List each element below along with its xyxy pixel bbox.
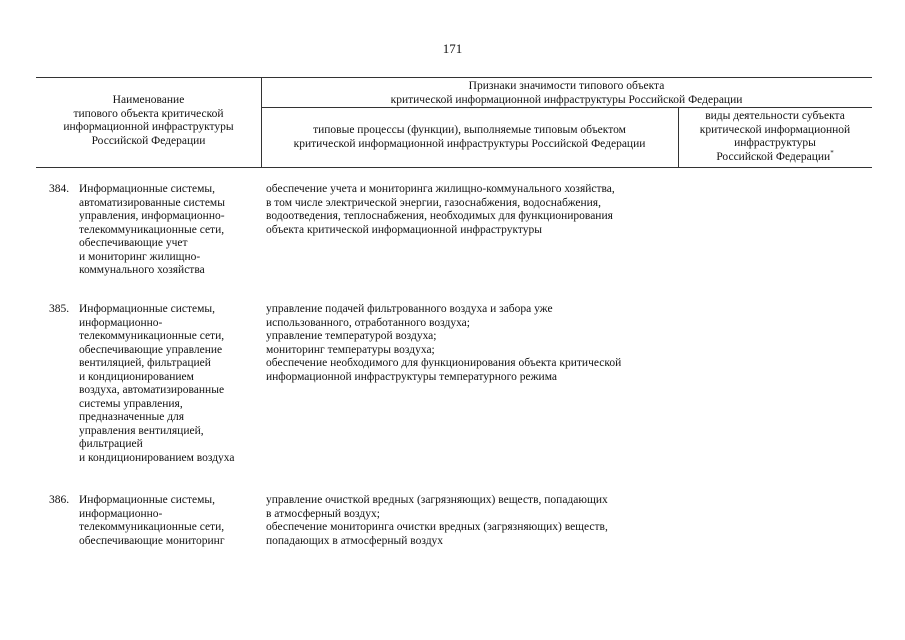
header-col-name: Наименование типового объекта критической информационной инфраструктуры Российской Федерации bbox=[63, 94, 234, 147]
header-top-rule bbox=[36, 77, 872, 78]
row-number: 386. bbox=[49, 494, 70, 506]
row-processes: управление подачей фильтрованного воздуха и забора уже использованного, отработанного воздуха; управление температурой воздуха; мониторинг температуры воздуха; обеспечение необходимого для функционирования объекта критической информационной инфраструктуры температурного режима bbox=[266, 303, 622, 383]
row-number: 384. bbox=[49, 183, 70, 195]
row-name: Информационные системы, информационно- телекоммуникационные сети, обеспечивающие управление вентиляцией, фильтрацией и кондиционированием воздуха, автоматизированные системы управления, предназначенные для управления вентиляцией, фильтрацией и кондиционированием воздуха bbox=[79, 303, 235, 464]
row-number: 385. bbox=[49, 303, 70, 315]
header-group-title: Признаки значимости типового объекта критической информационной инфраструктуры Российской Федерации bbox=[390, 80, 743, 106]
header-col-activities: виды деятельности субъекта критической информационной инфраструктуры Российской Федерации* bbox=[699, 110, 851, 163]
footnote-marker: * bbox=[830, 148, 834, 157]
header-bottom-rule bbox=[36, 167, 872, 168]
page-number: 171 bbox=[442, 41, 463, 56]
row-name: Информационные системы, автоматизированные системы управления, информационно- телекоммуникационные сети, обеспечивающие учет и мониторинг жилищно- коммунального хозяйства bbox=[79, 183, 225, 276]
row-processes: обеспечение учета и мониторинга жилищно-коммунального хозяйства, в том числе электрической энергии, газоснабжения, водоснабжения, водоотведения, теплоснабжения, необходимых для функционирования объекта критической информационной инфраструктуры bbox=[266, 183, 615, 236]
header-col-processes: типовые процессы (функции), выполняемые типовым объектом критической информационной инфраструктуры Российской Федерации bbox=[293, 124, 646, 150]
row-processes: управление очисткой вредных (загрязняющих) веществ, попадающих в атмосферный воздух; обеспечение мониторинга очистки вредных (загрязняющих) веществ, попадающих в атмосферный воздух bbox=[266, 494, 608, 547]
header-group-rule bbox=[261, 107, 872, 108]
row-name: Информационные системы, информационно- телекоммуникационные сети, обеспечивающие мониторинг bbox=[79, 494, 225, 547]
